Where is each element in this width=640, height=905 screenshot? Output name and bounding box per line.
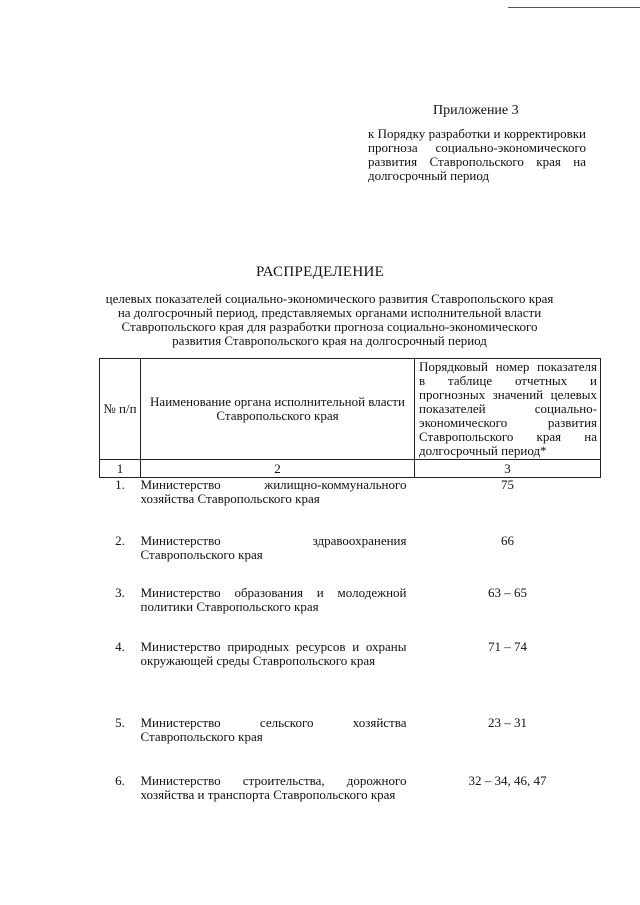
row-number: 6. bbox=[115, 773, 125, 788]
column-number: 1 bbox=[100, 460, 141, 478]
row-number: 4. bbox=[115, 639, 125, 654]
row-number: 5. bbox=[115, 715, 125, 730]
appendix-subtitle: к Порядку разработки и корректировки прогноза социально-экономического развития Ставропольского края на долгосрочный период bbox=[368, 126, 586, 183]
scan-edge-line bbox=[508, 7, 640, 8]
distribution-table bbox=[99, 358, 601, 834]
table-header-row bbox=[100, 359, 601, 460]
header-num: № п/п bbox=[100, 359, 141, 460]
row-authority: Министерство жилищно-коммунального хозяйства Ставропольского края bbox=[140, 477, 407, 506]
table-row bbox=[100, 640, 601, 716]
table-row bbox=[100, 774, 601, 834]
column-number-row bbox=[100, 460, 601, 478]
row-indices: 75 bbox=[501, 477, 514, 492]
row-indices: 32 – 34, 46, 47 bbox=[468, 773, 547, 788]
column-number: 2 bbox=[141, 460, 415, 478]
row-number: 3. bbox=[115, 585, 125, 600]
document-heading: РАСПРЕДЕЛЕНИЕ bbox=[255, 264, 385, 280]
appendix-title: Приложение 3 bbox=[433, 103, 519, 118]
table-row bbox=[100, 534, 601, 586]
column-number: 3 bbox=[415, 460, 601, 478]
row-indices: 23 – 31 bbox=[488, 715, 527, 730]
row-indices: 71 – 74 bbox=[488, 639, 527, 654]
row-number: 1. bbox=[115, 477, 125, 492]
table-row bbox=[100, 586, 601, 640]
row-indices: 66 bbox=[501, 533, 514, 548]
row-authority: Министерство строительства, дорожного хозяйства и транспорта Ставропольского края bbox=[140, 773, 407, 802]
document-description: целевых показателей социально-экономического развития Ставропольского края на долгосрочный период, представляемых органами исполнительной власти Ставропольского края для разработки прогноза социально-экономического развития Ставропольского края на долгосрочный период bbox=[105, 291, 554, 348]
table-row bbox=[100, 716, 601, 774]
row-authority: Министерство здравоохранения Ставропольского края bbox=[140, 533, 407, 562]
table-row bbox=[100, 478, 601, 535]
header-name: Наименование органа исполнительной власти Ставропольского края bbox=[141, 359, 415, 460]
header-index: Порядковый номер показателя в таблице отчетных и прогнозных значений целевых показателей социально-экономического развития Ставропольского края на долгосрочный период* bbox=[415, 359, 601, 460]
row-indices: 63 – 65 bbox=[488, 585, 527, 600]
row-authority: Министерство образования и молодежной политики Ставропольского края bbox=[140, 585, 407, 614]
row-number: 2. bbox=[115, 533, 125, 548]
row-authority: Министерство природных ресурсов и охраны окружающей среды Ставропольского края bbox=[140, 639, 407, 668]
row-authority: Министерство сельского хозяйства Ставропольского края bbox=[140, 715, 407, 744]
